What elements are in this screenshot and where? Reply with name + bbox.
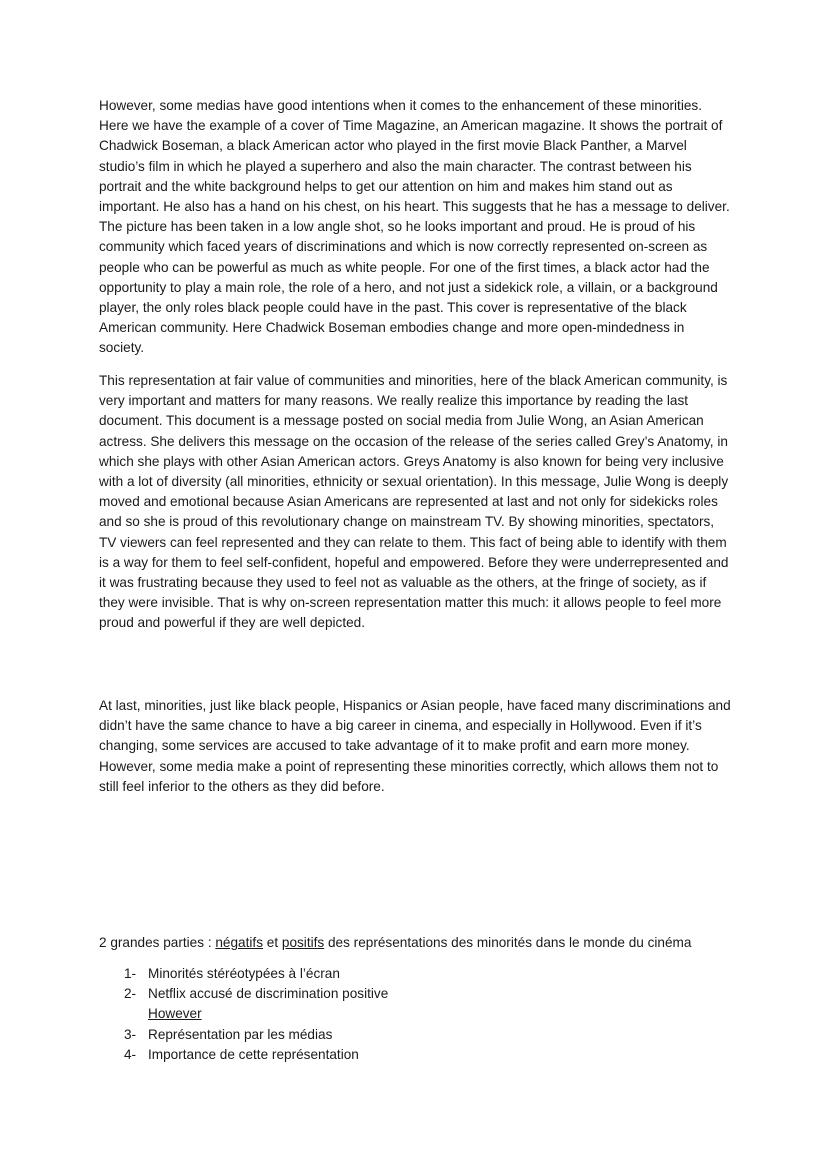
list-text: Importance de cette représentation — [148, 1046, 359, 1062]
outline-list — [124, 964, 724, 1065]
list-item — [124, 1004, 724, 1024]
outline-word-negatifs: négatifs — [215, 935, 263, 950]
outline-word-positifs: positifs — [281, 935, 325, 950]
list-text: Représentation par les médias — [148, 1026, 333, 1042]
outline-suffix: des représentations des minorités dans le monde du cinéma — [324, 935, 692, 950]
outline-prefix: 2 grandes parties : — [99, 935, 216, 950]
list-number: 1- — [124, 966, 137, 981]
list-number: 2- — [124, 986, 137, 1002]
list-number: 4- — [124, 1046, 137, 1062]
outline-heading — [99, 933, 731, 953]
list-item — [124, 984, 724, 1004]
list-item — [124, 964, 724, 984]
list-text-however: However — [148, 1006, 202, 1022]
list-text: Minorités stéréotypées à l’écran — [148, 966, 340, 981]
list-text: Netflix accusé de discrimination positive — [148, 986, 389, 1002]
list-item — [124, 1045, 724, 1065]
paragraph-time-magazine: However, some medias have good intentions when it comes to the enhancement of these minorities. Here we have the example of a cover of Time Magazine, an American magazine. It shows the portrait of Chadwick Boseman, a black American actor who played in the first movie Black Panther, a Marvel studio’s film in which he played a superhero and also the main character. The contrast between his portrait and the white background helps to get our attention on him and makes him stand out as important. He also has a hand on his chest, on his heart. This suggests that he has a message to deliver. The picture has been taken in a low angle shot, so he looks important and proud. He is proud of his community which faced years of discriminations and which is now correctly represented on-screen as people who can be powerful as much as white people. For one of the first times, a black actor had the opportunity to play a main role, the role of a hero, and not just a sidekick role, a villain, or a background player, the only roles black people could have in the past. This cover is representative of the black American community. Here Chadwick Boseman embodies change and more open-mindedness in society. — [99, 98, 730, 356]
paragraph-representation-importance: This representation at fair value of communities and minorities, here of the black American community, is very important and matters for many reasons. We really realize this importance by reading the last document. This document is a message posted on social media from Julie Wong, an Asian American actress. She delivers this message on the occasion of the release of the series called Grey’s Anatomy, in which she plays with other Asian American actors. Greys Anatomy is also known for being very inclusive with a lot of diversity (all minorities, ethnicity or sexual orientation). In this message, Julie Wong is deeply moved and emotional because Asian Americans are represented at last and not only for sidekicks roles and so she is proud of this revolutionary change on mainstream TV. By showing minorities, spectators, TV viewers can feel represented and they can relate to them. This fact of being able to identify with them is a way for them to feel self-confident, hopeful and empowered. Before they were underrepresented and it was frustrating because they used to feel not as valuable as the others, at the fringe of society, as if they were invisible. That is why on-screen representation matter this much: it allows people to feel more proud and powerful if they are well depicted. — [99, 373, 729, 631]
outline-mid: et — [263, 935, 282, 950]
list-item — [124, 1025, 724, 1045]
list-number: 3- — [124, 1026, 137, 1042]
paragraph-conclusion: At last, minorities, just like black people, Hispanics or Asian people, have faced many discriminations and didn’t have the same chance to have a big career in cinema, and especially in Hollywood. Even if it’s changing, some services are accused to take advantage of it to make profit and earn more money. However, some media make a point of representing these minorities correctly, which allows them not to still feel inferior to the others as they did before. — [99, 698, 731, 794]
